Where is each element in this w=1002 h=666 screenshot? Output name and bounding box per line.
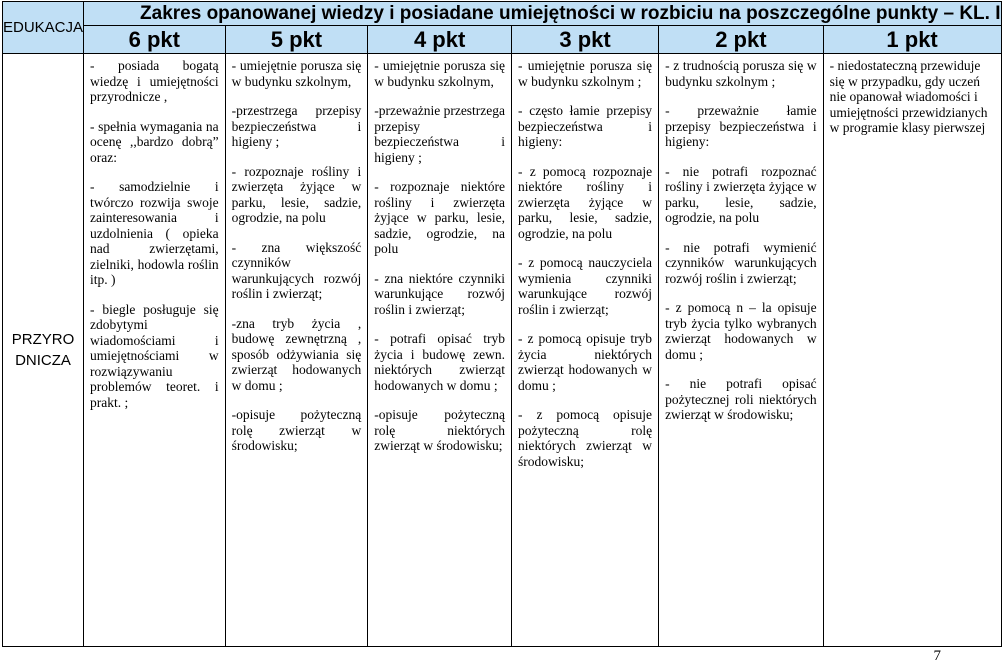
subject-line-1: PRZYRO	[11, 331, 75, 348]
criterion: - rozpoznaje niektóre rośliny i zwierzęta żyjące w parku, lesie, sadzie, ogrodzie, na polu	[374, 179, 506, 256]
criterion: - samodzielnie i twórczo rozwija swoje zainteresowania i uzdolnienia ( opieka nad zwierzętami, zielniki, hodowla roślin itp. )	[90, 179, 219, 287]
criterion: - przeważnie łamie przepisy bezpieczeństwa i higieny:	[665, 103, 817, 149]
criterion: -zna tryb życia , budowę zewnętrzną , sposób odżywiania się zwierząt hodowanych w domu ;	[231, 315, 362, 393]
subject-cell	[3, 54, 84, 647]
points-header-2: 2 pkt	[659, 26, 824, 54]
subject-line-2: DNICZA	[15, 352, 71, 369]
table-title: Zakres opanowanej wiedzy i posiadane umiejętności w rozbiciu na poszczególne punkty – KL. I	[84, 2, 1001, 26]
criterion: - umiejętnie porusza się w budynku szkolnym,	[374, 58, 506, 89]
criterion: - biegle posługuje się zdobytymi wiadomościami i umiejętnościami w rozwiązywaniu problemów teoret. i prakt. ;	[90, 301, 219, 410]
criterion: - zna większość czynników warunkujących rozwój roślin i zwierząt;	[231, 239, 362, 301]
criterion: - często łamie przepisy bezpieczeństwa i higieny:	[518, 103, 653, 149]
criterion: - z pomocą n – la opisuje tryb życia tylko wybranych zwierząt hodowanych w domu ;	[665, 300, 817, 362]
points-header-4: 4 pkt	[368, 26, 512, 54]
criterion: - nie potrafi rozpoznać rośliny i zwierzęta żyjące w parku, lesie, sadzie, ogrodzie, na polu	[665, 163, 817, 225]
criterion: - potrafi opisać tryb życia i budowę zewn. niektórych zwierząt hodowanych w domu ;	[374, 331, 506, 393]
criteria-2pkt	[659, 54, 824, 647]
criterion: - umiejętnie porusza się w budynku szkolnym ;	[518, 58, 653, 89]
criterion: - spełnia wymagania na ocenę ,,bardzo dobrą” oraz:	[90, 118, 219, 165]
grading-table	[2, 1, 1002, 647]
page-number: 7	[933, 648, 941, 664]
criterion: - z pomocą rozpoznaje niektóre rośliny i zwierzęta żyjące w parku, lesie, sadzie, ogrodzie, na polu	[518, 163, 653, 241]
criterion: -opisuje pożyteczną rolę niektórych zwierząt w środowisku;	[374, 407, 506, 453]
criterion: - zna niektóre czynniki warunkujące rozwój roślin i zwierząt;	[374, 270, 506, 317]
criteria-3pkt	[512, 54, 659, 647]
criterion: -opisuje pożyteczną rolę zwierząt w środowisku;	[231, 407, 362, 453]
criterion: - niedostateczną przewiduje się w przypadku, gdy uczeń nie opanował wiadomości i umiejętności przewidzianych w programie klasy pierwszej	[829, 58, 988, 135]
criterion: - z pomocą opisuje tryb życia niektórych zwierząt hodowanych w domu ;	[518, 331, 653, 393]
criterion: - nie potrafi opisać pożytecznej roli niektórych zwierząt w środowisku;	[665, 376, 817, 422]
points-header-3: 3 pkt	[512, 26, 659, 54]
criterion: - z trudnością porusza się w budynku szkolnym ;	[665, 58, 817, 89]
edukacja-cell: EDUKACJA	[3, 2, 84, 54]
criterion: -przeważnie przestrzega przepisy bezpieczeństwa i higieny ;	[374, 103, 506, 165]
criterion: - umiejętnie porusza się w budynku szkolnym,	[231, 58, 362, 89]
points-header-5: 5 pkt	[225, 26, 368, 54]
criteria-1pkt	[823, 54, 1001, 647]
points-header-6: 6 pkt	[84, 26, 226, 54]
criterion: - z pomocą opisuje pożyteczną rolę niektórych zwierząt w środowisku;	[518, 407, 653, 469]
criterion: - z pomocą nauczyciela wymienia czynniki warunkujące rozwój roślin i zwierząt;	[518, 255, 653, 317]
criterion: - posiada bogatą wiedzę i umiejętności przyrodnicze ,	[90, 58, 219, 104]
criteria-6pkt	[84, 54, 226, 647]
criterion: - nie potrafi wymienić czynników warunkujących rozwój roślin i zwierząt;	[665, 239, 817, 286]
criterion: -przestrzega przepisy bezpieczeństwa i higieny ;	[231, 103, 362, 149]
criteria-5pkt	[225, 54, 368, 647]
criteria-4pkt	[368, 54, 512, 647]
criterion: - rozpoznaje rośliny i zwierzęta żyjące w parku, lesie, sadzie, ogrodzie, na polu	[231, 163, 362, 225]
points-header-1: 1 pkt	[823, 26, 1001, 54]
